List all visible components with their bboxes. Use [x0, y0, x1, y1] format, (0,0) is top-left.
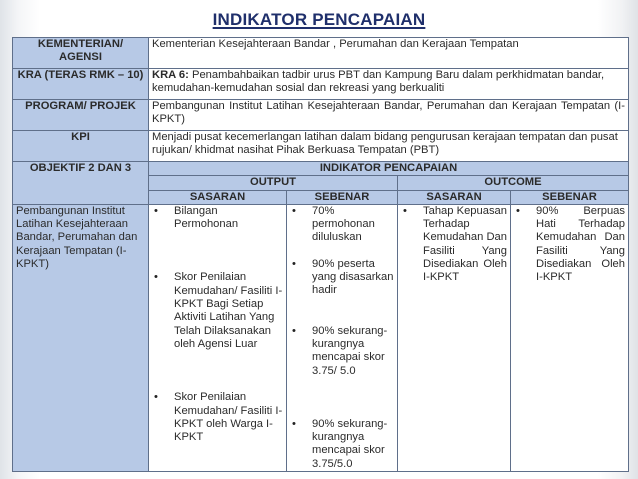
outcome-sebenar-item: • 90% Berpuas Hati Terhadap Kemudahan Dan Fasiliti Yang Disediakan Oleh I-KPKT: [514, 205, 625, 285]
output-sebenar-item: • 70% permohonan diluluskan: [290, 205, 394, 245]
indikator-table: [12, 37, 629, 472]
body-outcome-sasaran: [398, 204, 511, 471]
body-output-sebenar: [287, 204, 398, 471]
value-kementerian: Kementerian Kesejahteraan Bandar , Perumahan dan Kerajaan Tempatan: [149, 38, 629, 69]
output-sasaran-item: • Bilangan Permohonan: [152, 205, 283, 232]
row-kra: [13, 69, 629, 100]
output-sebenar-item: • 90% sekurang-kurangnya mencapai skor 3.75/ 5.0: [290, 325, 394, 378]
value-kpi: Menjadi pusat kecemerlangan latihan dalam bidang pengurusan kerajaan tempatan dan pusat rujukan/ khidmat nasihat Pihak Berkuasa Tempatan (PBT): [149, 131, 629, 162]
label-objektif: OBJEKTIF 2 DAN 3: [13, 162, 149, 205]
outcome-header: OUTCOME: [398, 176, 629, 190]
kra-text: Penambahbaikan tadbir urus PBT dan Kampung Baru dalam perkhidmatan bandar, kemudahan-kemudahan sosial dan rekreasi yang berkualiti: [152, 69, 605, 95]
header-outcome-sebenar: SEBENAR: [511, 190, 629, 204]
header-output-sasaran: SASARAN: [149, 190, 287, 204]
header-output-sebenar: SEBENAR: [287, 190, 398, 204]
indikator-header: INDIKATOR PENCAPAIAN: [149, 162, 629, 176]
row-body: [13, 204, 629, 471]
value-program: Pembangunan Institut Latihan Kesejahteraan Bandar, Perumahan dan Kerajaan Tempatan (I-KPKT): [149, 100, 629, 131]
output-sebenar-item: • 90% sekurang-kurangnya mencapai skor 3.75/5.0: [290, 418, 394, 471]
output-sasaran-item: • Skor Penilaian Kemudahan/ Fasiliti I-KPKT oleh Warga I-KPKT: [152, 391, 283, 444]
label-program: PROGRAM/ PROJEK: [13, 100, 149, 131]
output-sebenar-item: • 90% peserta yang disasarkan hadir: [290, 258, 394, 298]
body-program: Pembangunan Institut Latihan Kesejahteraan Bandar, Perumahan dan Kerajaan Tempatan (I-KPKT): [13, 204, 149, 471]
body-output-sasaran: [149, 204, 287, 471]
page-title: INDIKATOR PENCAPAIAN: [212, 10, 426, 29]
row-program: [13, 100, 629, 131]
output-sasaran-item: • Skor Penilaian Kemudahan/ Fasiliti I-KPKT Bagi Setiap Aktiviti Latihan Yang Telah Dilaksanakan oleh Agensi Luar: [152, 271, 283, 351]
header-outcome-sasaran: SASARAN: [398, 190, 511, 204]
outcome-sasaran-item: • Tahap Kepuasan Terhadap Kemudahan Dan Fasiliti Yang Disediakan Oleh I-KPKT: [401, 205, 507, 285]
value-kra: [149, 69, 629, 100]
row-indikator-header: [13, 162, 629, 176]
label-kementerian: KEMENTERIAN/ AGENSI: [13, 38, 149, 69]
body-outcome-sebenar: [511, 204, 629, 471]
label-kra: KRA (TERAS RMK – 10): [13, 69, 149, 100]
row-kpi: [13, 131, 629, 162]
row-kementerian: [13, 38, 629, 69]
label-kpi: KPI: [13, 131, 149, 162]
output-header: OUTPUT: [149, 176, 398, 190]
kra-code: KRA 6:: [152, 69, 189, 81]
